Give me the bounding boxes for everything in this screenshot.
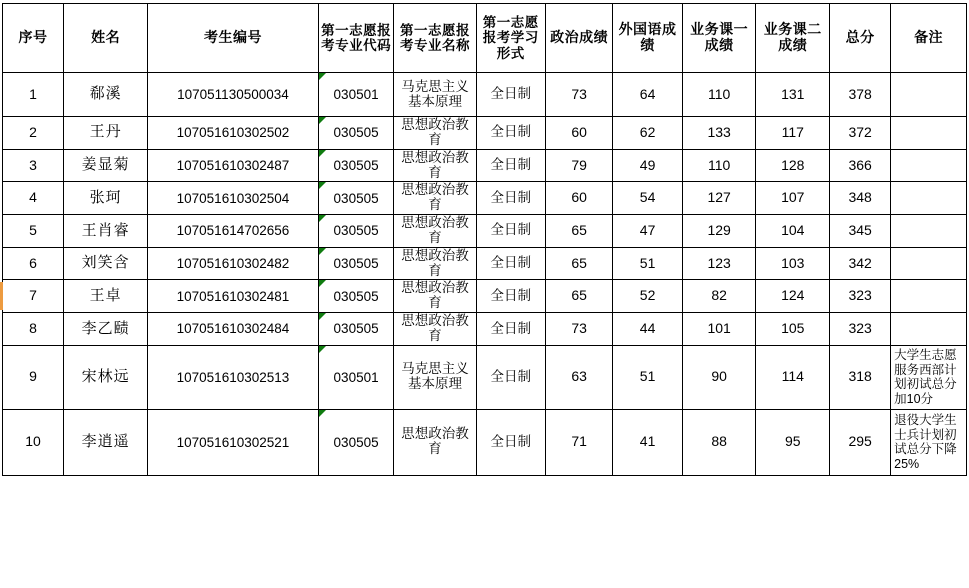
cell-major-code: 030505 <box>318 313 394 346</box>
header-course-two-score: 业务课二成绩 <box>756 4 830 73</box>
score-table <box>2 3 967 476</box>
cell-name: 李乙赜 <box>64 313 148 346</box>
cell-foreign-score: 44 <box>613 313 682 346</box>
spreadsheet-sheet <box>0 3 969 588</box>
cell-major-name: 思想政治教育 <box>394 409 476 475</box>
cell-course-two-score: 117 <box>756 117 830 150</box>
table-row <box>3 149 967 182</box>
cell-course-two-score: 95 <box>756 409 830 475</box>
cell-foreign-score: 47 <box>613 215 682 248</box>
cell-course-two-score: 128 <box>756 149 830 182</box>
cell-major-code: 030505 <box>318 280 394 313</box>
cell-major-name: 思想政治教育 <box>394 117 476 150</box>
cell-index: 1 <box>3 73 64 117</box>
cell-study-form: 全日制 <box>476 313 545 346</box>
cell-name: 李逍遥 <box>64 409 148 475</box>
cell-politics-score: 60 <box>546 117 613 150</box>
cell-major-code: 030505 <box>318 215 394 248</box>
cell-major-name: 马克思主义基本原理 <box>394 345 476 409</box>
cell-name: 王丹 <box>64 117 148 150</box>
cell-name: 姜显菊 <box>64 149 148 182</box>
cell-course-two-score: 114 <box>756 345 830 409</box>
cell-course-two-score: 103 <box>756 247 830 280</box>
cell-course-one-score: 127 <box>682 182 756 215</box>
cell-major-code: 030505 <box>318 409 394 475</box>
cell-major-code: 030505 <box>318 117 394 150</box>
cell-exam-number: 107051614702656 <box>148 215 318 248</box>
cell-remark <box>891 247 967 280</box>
cell-name: 郗溪 <box>64 73 148 117</box>
cell-exam-number: 107051610302513 <box>148 345 318 409</box>
cell-major-name: 思想政治教育 <box>394 149 476 182</box>
header-politics-score: 政治成绩 <box>546 4 613 73</box>
table-row <box>3 215 967 248</box>
cell-index: 4 <box>3 182 64 215</box>
cell-course-one-score: 110 <box>682 73 756 117</box>
table-body <box>3 73 967 476</box>
table-row <box>3 409 967 475</box>
cell-foreign-score: 51 <box>613 345 682 409</box>
header-major-code: 第一志愿报考专业代码 <box>318 4 394 73</box>
table-row <box>3 313 967 346</box>
cell-politics-score: 60 <box>546 182 613 215</box>
cell-politics-score: 79 <box>546 149 613 182</box>
cell-course-one-score: 123 <box>682 247 756 280</box>
cell-study-form: 全日制 <box>476 280 545 313</box>
cell-name: 张珂 <box>64 182 148 215</box>
cell-study-form: 全日制 <box>476 215 545 248</box>
cell-course-one-score: 90 <box>682 345 756 409</box>
cell-total-score: 342 <box>830 247 891 280</box>
cell-course-one-score: 88 <box>682 409 756 475</box>
cell-remark <box>891 215 967 248</box>
header-index: 序号 <box>3 4 64 73</box>
cell-study-form: 全日制 <box>476 409 545 475</box>
header-foreign-language-score: 外国语成绩 <box>613 4 682 73</box>
cell-exam-number: 107051130500034 <box>148 73 318 117</box>
cell-course-two-score: 124 <box>756 280 830 313</box>
cell-total-score: 372 <box>830 117 891 150</box>
cell-major-name: 思想政治教育 <box>394 313 476 346</box>
cell-major-name: 思想政治教育 <box>394 215 476 248</box>
cell-politics-score: 73 <box>546 313 613 346</box>
cell-total-score: 366 <box>830 149 891 182</box>
cell-name: 宋林远 <box>64 345 148 409</box>
cell-major-code: 030505 <box>318 182 394 215</box>
cell-index: 3 <box>3 149 64 182</box>
cell-major-code: 030501 <box>318 73 394 117</box>
cell-study-form: 全日制 <box>476 345 545 409</box>
cell-index: 8 <box>3 313 64 346</box>
cell-study-form: 全日制 <box>476 182 545 215</box>
cell-total-score: 295 <box>830 409 891 475</box>
cell-foreign-score: 62 <box>613 117 682 150</box>
header-remark: 备注 <box>891 4 967 73</box>
cell-course-one-score: 129 <box>682 215 756 248</box>
table-row <box>3 280 967 313</box>
cell-total-score: 318 <box>830 345 891 409</box>
cell-major-code: 030505 <box>318 149 394 182</box>
cell-major-name: 思想政治教育 <box>394 280 476 313</box>
cell-study-form: 全日制 <box>476 117 545 150</box>
cell-index: 10 <box>3 409 64 475</box>
cell-index: 9 <box>3 345 64 409</box>
cell-politics-score: 71 <box>546 409 613 475</box>
cell-name: 刘笑含 <box>64 247 148 280</box>
cell-course-one-score: 82 <box>682 280 756 313</box>
table-row <box>3 182 967 215</box>
cell-major-code: 030505 <box>318 247 394 280</box>
cell-study-form: 全日制 <box>476 247 545 280</box>
cell-exam-number: 107051610302502 <box>148 117 318 150</box>
cell-total-score: 348 <box>830 182 891 215</box>
cell-exam-number: 107051610302487 <box>148 149 318 182</box>
cell-study-form: 全日制 <box>476 149 545 182</box>
cell-major-name: 思想政治教育 <box>394 247 476 280</box>
cell-name: 王卓 <box>64 280 148 313</box>
cell-foreign-score: 54 <box>613 182 682 215</box>
cell-course-two-score: 104 <box>756 215 830 248</box>
cell-exam-number: 107051610302484 <box>148 313 318 346</box>
cell-course-two-score: 107 <box>756 182 830 215</box>
cell-total-score: 378 <box>830 73 891 117</box>
cell-remark <box>891 313 967 346</box>
cell-name: 王肖睿 <box>64 215 148 248</box>
cell-index: 5 <box>3 215 64 248</box>
cell-exam-number: 107051610302481 <box>148 280 318 313</box>
cell-total-score: 323 <box>830 313 891 346</box>
header-major-name: 第一志愿报考专业名称 <box>394 4 476 73</box>
cell-politics-score: 65 <box>546 215 613 248</box>
cell-major-code: 030501 <box>318 345 394 409</box>
table-row <box>3 345 967 409</box>
cell-major-name: 思想政治教育 <box>394 182 476 215</box>
cell-foreign-score: 51 <box>613 247 682 280</box>
cell-remark: 大学生志愿服务西部计划初试总分加10分 <box>891 345 967 409</box>
cell-index: 7 <box>3 280 64 313</box>
table-row <box>3 73 967 117</box>
cell-exam-number: 107051610302482 <box>148 247 318 280</box>
cell-politics-score: 65 <box>546 280 613 313</box>
cell-remark <box>891 280 967 313</box>
table-header-row <box>3 4 967 73</box>
cell-course-one-score: 110 <box>682 149 756 182</box>
cell-remark <box>891 73 967 117</box>
cell-remark <box>891 149 967 182</box>
cell-course-one-score: 101 <box>682 313 756 346</box>
header-name: 姓名 <box>64 4 148 73</box>
cell-foreign-score: 41 <box>613 409 682 475</box>
cell-course-two-score: 105 <box>756 313 830 346</box>
header-total-score: 总分 <box>830 4 891 73</box>
cell-remark <box>891 117 967 150</box>
cell-exam-number: 107051610302504 <box>148 182 318 215</box>
header-study-form: 第一志愿报考学习形式 <box>476 4 545 73</box>
cell-foreign-score: 49 <box>613 149 682 182</box>
cell-total-score: 323 <box>830 280 891 313</box>
header-course-one-score: 业务课一成绩 <box>682 4 756 73</box>
cell-remark <box>891 182 967 215</box>
cell-foreign-score: 64 <box>613 73 682 117</box>
header-exam-number: 考生编号 <box>148 4 318 73</box>
cell-study-form: 全日制 <box>476 73 545 117</box>
cell-politics-score: 63 <box>546 345 613 409</box>
table-row <box>3 117 967 150</box>
cell-major-name: 马克思主义基本原理 <box>394 73 476 117</box>
cell-course-two-score: 131 <box>756 73 830 117</box>
cell-foreign-score: 52 <box>613 280 682 313</box>
cell-politics-score: 73 <box>546 73 613 117</box>
cell-index: 6 <box>3 247 64 280</box>
cell-remark: 退役大学生士兵计划初试总分下降25% <box>891 409 967 475</box>
cell-exam-number: 107051610302521 <box>148 409 318 475</box>
table-row <box>3 247 967 280</box>
cell-index: 2 <box>3 117 64 150</box>
cell-total-score: 345 <box>830 215 891 248</box>
cell-politics-score: 65 <box>546 247 613 280</box>
cell-course-one-score: 133 <box>682 117 756 150</box>
